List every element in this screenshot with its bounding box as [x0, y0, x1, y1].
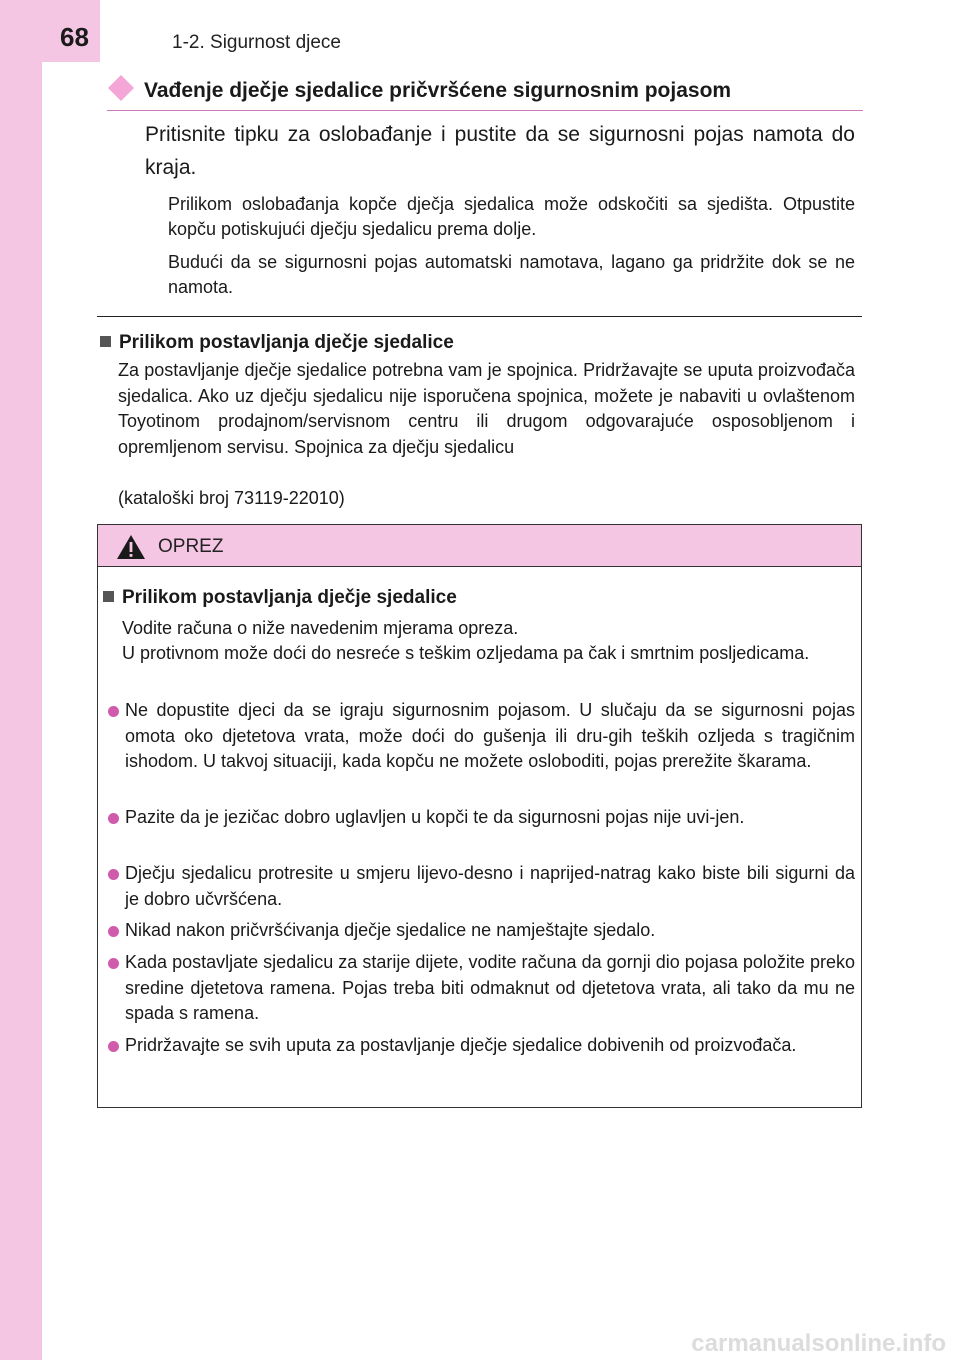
- square-bullet-icon: [103, 591, 114, 602]
- caution-label: OPREZ: [158, 536, 224, 557]
- section-heading: [107, 74, 863, 111]
- diamond-icon: [107, 74, 135, 102]
- caution-bullet-4: Nikad nakon pričvršćivanja dječje sjedalice ne namještajte sjedalo.: [125, 918, 855, 944]
- caution-bullet-5: Kada postavljate sjedalicu za starije dijete, vodite računa da gornji dio pojasa položite preko sredine djetetova ramena. Pojas treba biti odmaknut od djetetova vrata, ali tako da mu ne spada s ramena.: [125, 950, 855, 1027]
- watermark: carmanualsonline.info: [691, 1330, 946, 1357]
- side-tab: [0, 0, 42, 1360]
- catalog-number: (kataloški broj 73119-22010): [118, 488, 345, 508]
- caution-bullet-1: Ne dopustite djeci da se igraju sigurnosnim pojasom. U slučaju da se sigurnosni pojas omota oko djetetova vrata, može doći do gušenja ili dru-gih teških ozljeda s tragičnim ishodom. U takvoj situaciji, kada kopču ne možete osloboditi, pojas prerežite škarama.: [125, 698, 855, 775]
- caution-header: [98, 525, 861, 567]
- section-divider: [97, 316, 862, 317]
- page-number: 68: [60, 22, 89, 52]
- caution-intro-line2: U protivnom može doći do nesreće s teškim ozljedama pa čak i smrtnim posljedicama.: [122, 643, 810, 663]
- warning-icon: [116, 534, 146, 560]
- caution-bullet-3: Dječju sjedalicu protresite u smjeru lijevo-desno i naprijed-natrag kako biste bili sigurni da je dobro učvršćena.: [125, 861, 855, 912]
- caution-intro-line1: Vodite računa o niže navedenim mjerama opreza.: [122, 618, 519, 638]
- note-2: Budući da se sigurnosni pojas automatski namotava, lagano ga pridržite dok se ne namota.: [168, 252, 855, 297]
- install-heading: Prilikom postavljanja dječje sjedalice: [100, 332, 454, 354]
- section-title: Vađenje dječje sjedalice pričvršćene sigurnosnim pojasom: [144, 79, 732, 102]
- instruction-text: Pritisnite tipku za oslobađanje i pustite da se sigurnosni pojas namota do kraja.: [145, 123, 855, 179]
- chapter-title: 1-2. Sigurnost djece: [172, 32, 341, 53]
- caution-bullet-6: Pridržavajte se svih uputa za postavljanje dječje sjedalice dobivenih od proizvođača.: [125, 1033, 855, 1059]
- note-1: Prilikom oslobađanja kopče dječja sjedalica može odskočiti sa sjedišta. Otpustite kopču potiskujući dječju sjedalicu prema dolje.: [168, 194, 855, 239]
- caution-heading: Prilikom postavljanja dječje sjedalice: [103, 587, 457, 609]
- caution-bullet-2: Pazite da je jezičac dobro uglavljen u kopči te da sigurnosni pojas nije uvi-jen.: [125, 805, 855, 831]
- install-paragraph: Za postavljanje dječje sjedalice potrebna vam je spojnica. Pridržavajte se uputa proizvođača sjedalica. Ako uz dječju sjedalicu nije isporučena spojnica, možete je nabaviti u ovlaštenom Toyotinom prodajnom/servisnom centru ili drugom odgovarajuće osposobljenom i opremljenom servisu. Spojnica za dječju sjedalicu: [118, 360, 855, 457]
- square-bullet-icon: [100, 336, 111, 347]
